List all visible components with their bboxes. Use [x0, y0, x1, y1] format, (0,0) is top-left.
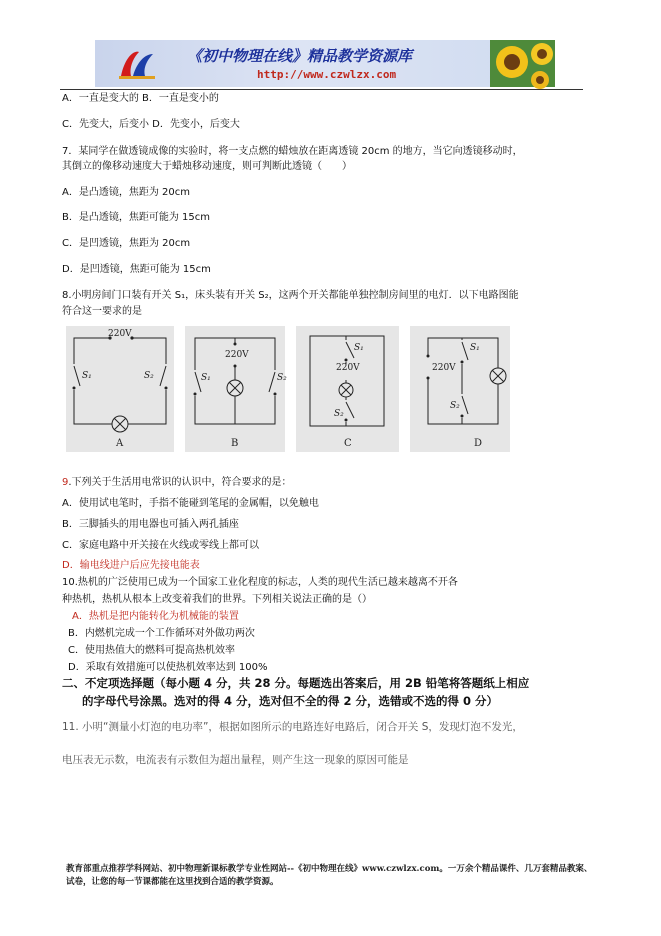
q9-option-b: B．三脚插头的用电器也可插入两孔插座 [62, 519, 239, 530]
q9-option-c: C．家庭电路中开关接在火线或零线上都可以 [62, 540, 259, 551]
switch-s2-label: S₂ [450, 401, 460, 411]
q10-stem-line-1: 10.热机的广泛使用已成为一个国家工业化程度的标志，人类的现代生活已越来越离不开各 [62, 577, 458, 588]
circuit-diagram-a [66, 326, 174, 452]
q9-stem [62, 476, 292, 489]
header-divider [60, 89, 583, 90]
section-2-heading-line-2: 的字母代号涂黑。选对的得 4 分，选对但不全的得 2 分，选错或不选的得 0 分） [82, 694, 499, 708]
voltage-label: 220V [432, 363, 456, 373]
circuit-diagram-b [185, 326, 285, 452]
circuit-label: C [344, 438, 352, 449]
q7-stem-line-2: 其倒立的像移动速度大于蜡烛移动速度，则可判断此透镜（ ） [62, 161, 352, 172]
voltage-label: 220V [336, 363, 360, 373]
switch-s1-label: S₁ [354, 343, 364, 353]
q6-options-ab: A．一直是变大的 B．一直是变小的 [62, 93, 219, 104]
q11-stem-line-2: 电压表无示数，电流表有示数但为超出量程，则产生这一现象的原因可能是 [62, 754, 409, 766]
q7-stem-line-1: 7．某同学在做透镜成像的实验时，将一支点燃的蜡烛放在距离透镜 20cm 的地方，当它向透镜移动时， [62, 146, 523, 157]
switch-s1-label: S₁ [470, 343, 480, 353]
q10-option-d: D．采取有效措施可以使热机效率达到 100% [68, 662, 268, 673]
q9-option-a: A．使用试电笔时，手指不能碰到笔尾的金属帽，以免触电 [62, 498, 319, 509]
switch-s2-label: S₂ [277, 373, 287, 383]
q11-stem-line-1: 11. 小明“测量小灯泡的电功率”，根据如图所示的电路连好电路后，闭合开关 S，发现灯泡不发光， [62, 721, 523, 733]
voltage-label: 220V [108, 329, 132, 339]
voltage-label: 220V [225, 350, 249, 360]
switch-s1-label: S₁ [82, 371, 92, 381]
section-2-heading-line-1: 二、不定项选择题（每小题 4 分，共 28 分。每题选出答案后，用 2B 铅笔将答题纸上相应 [62, 676, 530, 690]
q10-stem-line-2: 种热机，热机从根本上改变着我们的世界。下列相关说法正确的是（） [62, 594, 372, 605]
q7-option-b: B．是凸透镜，焦距可能为 15cm [62, 212, 211, 223]
circuit-diagram-c [296, 326, 399, 452]
q8-stem-line-2: 符合这一要求的是 [62, 306, 142, 317]
q9-option-d: D．输电线进户后应先接电能表 [62, 560, 200, 571]
switch-s1-label: S₁ [201, 373, 211, 383]
banner-title: 《初中物理在线》精品教学资源库 [187, 47, 413, 65]
q6-options-cd: C．先变大，后变小 D．先变小，后变大 [62, 119, 240, 130]
circuit-label: B [231, 438, 239, 449]
q9-stem-text: .下列关于生活用电常识的认识中，符合要求的是： [68, 477, 292, 488]
q7-option-c: C．是凹透镜，焦距为 20cm [62, 238, 191, 249]
site-logo-icon [117, 46, 157, 82]
sunflower-icon [490, 40, 555, 87]
circuit-label: A [116, 438, 124, 449]
q10-option-a: A．热机是把内能转化为机械能的装置 [72, 611, 239, 622]
switch-s2-label: S₂ [334, 409, 344, 419]
q10-option-c: C．使用热值大的燃料可提高热机效率 [68, 645, 235, 656]
circuit-diagram-d [410, 326, 510, 452]
q9-number: 9 [62, 477, 69, 488]
banner-url: http://www.czwlzx.com [257, 68, 397, 81]
switch-s2-label: S₂ [144, 371, 154, 381]
q7-option-d: D．是凹透镜，焦距可能为 15cm [62, 264, 211, 275]
q8-stem-line-1: 8.小明房间门口装有开关 S₁，床头装有开关 S₂，这两个开关都能单独控制房间里的电灯．以下电路图能 [62, 290, 519, 301]
circuit-label: D [474, 438, 483, 449]
footer-text: 教育部重点推荐学科网站、初中物理新课标教学专业性网站--《初中物理在线》www.czwlzx.com。一万余个精品课件、几万套精品教案、试卷，让您的每一节课都能在这里找到合适的教学资源。 [66, 864, 593, 887]
q7-option-a: A．是凸透镜，焦距为 20cm [62, 187, 190, 198]
q10-option-b: B．内燃机完成一个工作循环对外做功两次 [68, 628, 255, 639]
header-banner [95, 40, 555, 87]
